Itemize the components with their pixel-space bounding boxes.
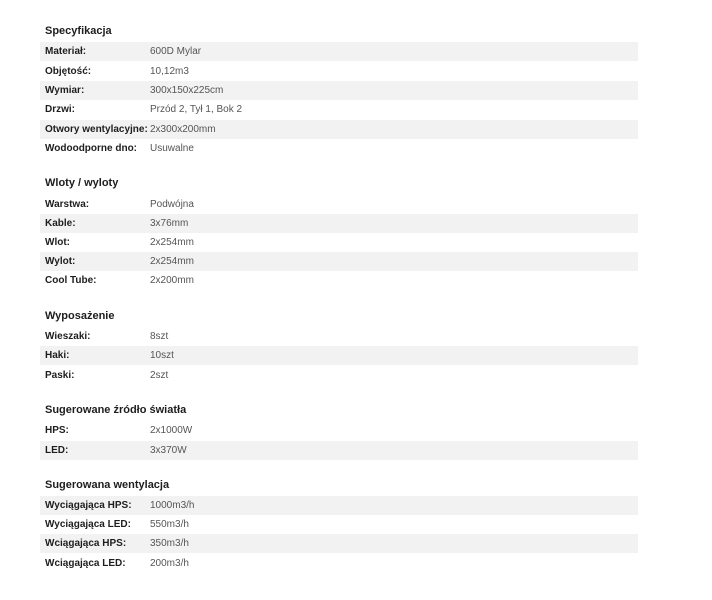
spec-key: Wyciągająca HPS: xyxy=(45,500,132,511)
spec-value: 8szt xyxy=(150,331,169,342)
spec-key: Wylot: xyxy=(45,256,76,267)
spec-key: Wymiar: xyxy=(45,85,85,96)
spec-row xyxy=(40,214,638,233)
spec-row xyxy=(40,62,638,81)
spec-key: Warstwa: xyxy=(45,199,90,210)
spec-key: Otwory wentylacyjne: xyxy=(45,124,148,135)
spec-key: Materiał: xyxy=(45,46,87,57)
spec-row xyxy=(40,139,638,158)
spec-value: 300x150x225cm xyxy=(150,85,224,96)
spec-value: 2szt xyxy=(150,370,169,381)
spec-value: Przód 2, Tył 1, Bok 2 xyxy=(150,104,243,115)
spec-row xyxy=(40,327,638,346)
spec-row xyxy=(40,252,638,271)
spec-value: 200m3/h xyxy=(150,558,189,569)
spec-value: 10,12m3 xyxy=(150,66,189,77)
spec-key: Wyciągająca LED: xyxy=(45,519,131,530)
spec-row xyxy=(40,233,638,252)
spec-row xyxy=(40,515,638,534)
spec-key: HPS: xyxy=(45,425,69,436)
spec-row xyxy=(40,42,638,61)
section-title-zrodlo-swiatla: Sugerowane źródło światła xyxy=(45,404,187,416)
section-title-wentylacja: Sugerowana wentylacja xyxy=(45,479,170,491)
spec-key: Objętość: xyxy=(45,66,92,77)
spec-row xyxy=(40,496,638,515)
spec-row xyxy=(40,120,638,139)
spec-key: Wciągająca HPS: xyxy=(45,538,127,549)
spec-value: 2x254mm xyxy=(150,237,194,248)
spec-row xyxy=(40,534,638,553)
spec-value: 3x76mm xyxy=(150,218,189,229)
spec-value: 2x200mm xyxy=(150,275,194,286)
spec-key: Haki: xyxy=(45,350,70,361)
spec-key: Wlot: xyxy=(45,237,70,248)
spec-row xyxy=(40,554,638,573)
spec-value: 600D Mylar xyxy=(150,46,202,57)
section-title-wloty-wyloty: Wloty / wyloty xyxy=(45,177,119,189)
spec-value: 1000m3/h xyxy=(150,500,195,511)
spec-key: Drzwi: xyxy=(45,104,75,115)
spec-key: Kable: xyxy=(45,218,76,229)
spec-row xyxy=(40,366,638,385)
spec-row xyxy=(40,421,638,440)
spec-row xyxy=(40,195,638,214)
spec-value: 350m3/h xyxy=(150,538,189,549)
section-title-wyposazenie: Wyposażenie xyxy=(45,310,115,322)
spec-value: 10szt xyxy=(150,350,174,361)
spec-value: 2x254mm xyxy=(150,256,194,267)
spec-key: Cool Tube: xyxy=(45,275,97,286)
spec-row xyxy=(40,81,638,100)
spec-key: Paski: xyxy=(45,370,75,381)
spec-row xyxy=(40,271,638,290)
spec-row xyxy=(40,346,638,365)
spec-key: LED: xyxy=(45,445,69,456)
spec-value: 3x370W xyxy=(150,445,187,456)
spec-value: 2x300x200mm xyxy=(150,124,216,135)
section-title-specyfikacja: Specyfikacja xyxy=(45,25,112,37)
spec-row xyxy=(40,100,638,119)
spec-value: 550m3/h xyxy=(150,519,189,530)
spec-value: Usuwalne xyxy=(150,143,194,154)
spec-row xyxy=(40,441,638,460)
spec-value: 2x1000W xyxy=(150,425,193,436)
spec-key: Wodoodporne dno: xyxy=(45,143,138,154)
spec-key: Wieszaki: xyxy=(45,331,91,342)
spec-key: Wciągająca LED: xyxy=(45,558,126,569)
spec-value: Podwójna xyxy=(150,199,194,210)
